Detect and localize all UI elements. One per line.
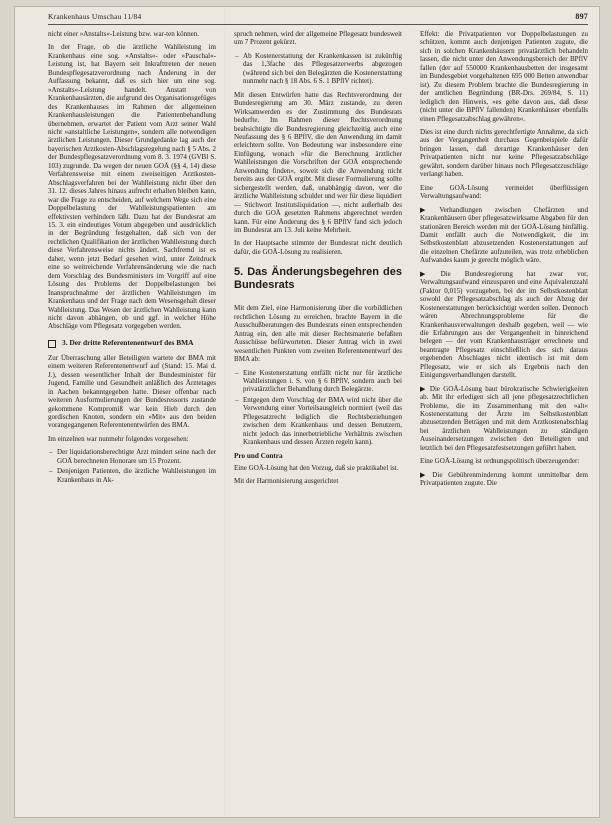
list-item: – Eine Kostenerstattung entfällt nicht nur für ärztliche Wahlleistungen i. S. von § 6 BPflV, sondern auch bei privatärztlicher Behandlung durch Belegärzte.	[243, 369, 402, 394]
journal-title: Krankenhaus Umschau 11/84	[48, 12, 142, 21]
header-rule	[48, 24, 588, 25]
square-bullet-icon	[48, 340, 56, 348]
arrow-paragraph-text: Verhandlungen zwischen Chefärzten und Krankenhäusern über pflegesatzwirksame Abgaben für den stationären Bereich werden mit der GOÄ-Lösung hinfällig. Damit entfällt auch die Notwendigkeit, die im Selbstkostenblatt abzusetzenden Kostenerstattungen auf die einzelnen Chefärzte aufzuteilen, was trotz erheblichen Aufwandes kaum je gerecht möglich wäre.	[420, 205, 588, 265]
paragraph: Eine GOÄ-Lösung ist ordnungspolitisch überzeugender:	[420, 457, 580, 466]
arrow-paragraph	[420, 206, 588, 265]
paragraph: Zur Überraschung aller Beteiligten wartete der BMA mit einem weiteren Referentenentwurf auf (Stand: 15. Mai d. J.), dessen wesentlicher Inhalt der Bundesminister für Jugend, Familie und Gesundheit anläßlich des Ärztetages in Aachen bekanntgegeben hatte. Dieser offenbar nach weiteren Ausformulierungen der Bundesressorts zustande gekommene Kompromiß war kein Hieb durch den gordischen Knoten, sondern ein »Mit« aus den beiden vorangegangenen Referentenentwürfen des BMA.	[48, 353, 216, 430]
triangle-bullet-icon: ▶	[420, 205, 437, 214]
paragraph: spruch nehmen, wird der allgemeine Pflegesatz bundesweit um 7 Prozent gekürzt.	[234, 30, 402, 47]
bullet-list	[234, 52, 402, 86]
text-column-1	[48, 30, 216, 810]
page-shadow	[224, 6, 225, 818]
paragraph: Eine GOÄ-Lösung hat den Vorzug, daß sie praktikabel ist.	[234, 464, 399, 473]
paragraph: nicht einer »Anstalts«-Leistung bzw. war-ten können.	[48, 30, 200, 38]
arrow-paragraph	[420, 270, 588, 380]
paragraph: Mit diesen Entwürfen hatte das Rechtsverordnung der Bundesregierung am 30. März zustande, zu deren Wirksamwerden es der Zustimmung des Bundesrats bedurfte. Im Rahmen dieser Rechtsverordnung beabsichtigte die Bundesregierung gleichzeitig auch eine Neufassung des § 6 BPflV, die den Anwendung im damit erleichtern sollte. Von Bedeutung war insbesondere eine Einfügung, wonach »für die Berechnung ärztlicher Wahlleistungen die Vorschriften der GOÄ entsprechende Anwendung finden«, soweit sich die Anwendung nicht bereits aus der GOÄ ergibt. Mit dieser Formulierung sollte sichergestellt werden, daß, unabhängig davon, wer die ärztliche Wahlleistung schuldet und wer für diese liquidiert — Stichwort Institutsliquidation —, nicht außerhalb des durch die GOÄ gesetzten Rahmens abgerechnet werden kann. Für eine Änderung des § 6 BPflV fand sich jedoch im Bundesrat am 13. Juli keine Mehrheit.	[234, 90, 402, 234]
list-item: – Der liquidationsberechtigte Arzt mindert seine nach der GOÄ berechneten Honorare um 15 Prozent.	[57, 448, 216, 465]
page-number: 897	[575, 12, 588, 21]
triangle-bullet-icon: ▶	[420, 384, 427, 393]
bullet-list	[48, 448, 216, 484]
paragraph: Dies ist eine durch nichts gerechtfertigte Annahme, da sich aus der Vergangenheit durchaus Gegenbeispiele dafür bringen lassen, daß derartige Krankenhäuser den Privatpatienten nicht nur keine Pflegesatzabschläge gewährt, sondern darüber hinaus noch Pflegesatzzuschläge verlangt haben.	[420, 127, 588, 179]
paragraph: Effekt: die Privatpatienten vor Doppelbelastungen zu schützen, kommt auch denjenigen Patienten zugute, die sich in solchen Krankenhäusern privatärztlich behandeln lassen, die nicht unter den Anwendungsbereich der BPflV fallen (der auf 550000 Krankenhausbetten der insgesamt im Bundesgebiet vorgehaltenen 695 000 Betten anwendbar ist). Zu diesem Problem brachte die Bundesregierung in der amtlichen Begründung (BR-Drs. 269/84, S. 11) lediglich den Hinweis, »es gehe davon aus, daß diese (nicht unter die BPflV fallenden) Krankenhäuser ebenfalls einen Pflegesatzabschlag gewähren«.	[420, 30, 588, 123]
subheading-text: 3. Der dritte Referentenentwurf des BMA	[62, 337, 194, 347]
text-column-2	[234, 30, 402, 810]
arrow-paragraph-text: Die Bundesregierung hat zwar vor, Verwaltungsaufwand einzusparen und eine Äquivalenzzahl (Faktor 0,015) vorzugeben, bei der im Selbstkostenblatt sowohl der Pflegesatzabschlag als auch der Abzug der Kostenerstattungen berücksichtigt werden sollen. Dennoch wären Abrechnungsprobleme für die Krankenhausverwaltungen deshalb gegeben, weil — wie die Erfahrungen aus der Vergangenheit in hinreichend belegen — der vom Krankenhausträger errechnete und beantragte Pflegesatz einschließlich des sich daraus ergebenden Abschlages nicht identisch ist mit dem Pflegesatz, wie er sich als Ergebnis nach den Einigungsverhandlungen darstellt.	[420, 269, 588, 380]
bullet-list	[234, 369, 402, 447]
list-item: – Denjenigen Patienten, die ärztliche Wahlleistungen im Krankenhaus in Ak-	[57, 467, 216, 484]
paragraph: In der Hauptsache stimmte der Bundesrat nicht deutlich dafür, die GOÄ-Lösung zu realisieren.	[234, 239, 402, 256]
minor-heading: Pro und Contra	[234, 451, 283, 460]
text-column-3	[420, 30, 588, 810]
paragraph: Eine GOÄ-Lösung vermeidet überflüssigen Verwaltungsaufwand:	[420, 183, 588, 201]
paragraph: Im einzelnen war nunmehr folgendes vorgesehen:	[48, 434, 189, 443]
triangle-bullet-icon: ▶	[420, 470, 430, 479]
arrow-paragraph	[420, 385, 588, 453]
paragraph: In der Frage, ob die ärztliche Wahlleistung im Krankenhaus eine sog. »Anstalts«- oder »Pauschal«-Leistung ist, hat Bayern seit Inkrafttreten der neuen Bundespflegesatzverordnung nach Änderung in der Auffassung bekannt, daß es sich hier um eine sog. »Anstalts«-Leistung handelt. Anstatt von Krankenhausärzten, die aufgrund des Organisationsgefüges des Krankenhauses im Rahmen der allgemeinen Krankenhausleistungen die Patientenbehandlung übernehmen, erwartet der Patient vom Arzt seiner Wahl nicht »anstaltliche Leistungen«, sondern alle notwendigen ärztlichen Leistungen. Dieser Grundgedanke lag auch der bayerischen Arztkosten-Abschlagsregelung nach § 5 Abs. 2 der Bundespflegesatzverordnung vom 8. 3. 1974 (GVBl S. 103) zugrunde. Da wegen der neuen GOÄ (§§ 4, 14) diese Verfahrensweise mit einem zweiseitigen Arztkosten-Abschlagsverfahren bei der Wahlleistung nicht über den 31. 12. dieses Jahres hinaus aufrecht erhalten bleiben kann, war die Frage zu entscheiden, auf welchem Wege sich eine Doppelbelastung der Wahlleistungspatienten am effektivsten verhindern läßt. Dazu hat der Bundesrat am 15. 3. ein eindeutiges Votum abgegeben und ausdrücklich in der Begründung festgehalten, daß sich von der rechtlichen Qualifikation der ärztlichen Wahlleistung durch diese Verfahrensweise nichts ändert. Sachfremd ist es daher, wenn jetzt Bedarf gesehen wird, unter Zeitdruck eine so weitreichende Verfahrensänderung wie die nach dem Vorschlag des Bundesministers im Vorgriff auf eine Lösung des Problems der Doppelbelastungen bei Inanspruchnahme der ärztlichen Wahlleistungen im Krankenhaus und der Frage nach dem Wesensgehalt dieser Wahlleistung. Das Wesen der ärztlichen Wahlleistung kann nicht davon abhängen, ob und ggf. in welcher Höhe Abschläge vom Pflegesatz vorgegeben werden.	[48, 43, 216, 331]
list-item: – Entgegen dem Vorschlag der BMA wird nicht über die Verwendung einer Vorteilsausgleich normiert (weil das Pflegesatzrecht lediglich die Rechtsbeziehungen zwischen dem Krankenhaus und dessen Benutzern, nicht jedoch das innerbetriebliche Verhältnis zwischen Krankenhaus und dessen Ärzten regeln kann).	[243, 396, 402, 447]
paragraph: Mit der Harmonisierung ausgerichtet	[234, 477, 339, 486]
paragraph: Mit dem Ziel, eine Harmonisierung über die vorbildlichen rechtlichen Lösung zu erreichen, brachte Bayern in die Ausschußberatungen des Bundesrats einen entsprechenden Antrag ein, den alle mit dieser Rechtsmaterie befaßten Ausschüsse befürworteten. Dieser Antrag wich in zwei wesentlichen Punkten vom zweiten Referentenentwurf des BMA ab:	[234, 304, 402, 364]
triangle-bullet-icon: ▶	[420, 269, 438, 278]
running-header	[48, 12, 588, 24]
subheading	[48, 339, 216, 348]
list-item: – Ab Kostenerstattung der Krankenkassen ist zukünftig das 1,3fache des Pflegesatzerwerbs abgezogen (während sich bei den Belegärzten die Kostenerstattung nunmehr nach § 18 Abs. 6 S. 1 BPflV richtet).	[243, 52, 402, 86]
arrow-paragraph-text: Die Gebührenminderung kommt unmittelbar dem Privatpatienten zugute. Die	[420, 470, 588, 488]
document-page	[14, 6, 600, 818]
arrow-paragraph-text: Die GOÄ-Lösung baut bürokratische Schwierigkeiten ab. Mit ihr erledigen sich all jene pflegesatzrechtlichen Probleme, die im Zusammenhang mit den »alt« Kostenerstattung der Ärzte im Selbstkostenblatt abzusetzenden Beträgen und mit dem Arztkostenabschlag bei ärztlichen Wahlleistungen zu ständigen Auseinandersetzungen zwischen den Beteiligten und letztlich bei den Pflegesatzfestsetzungen geführt haben.	[420, 384, 588, 452]
section-title: 5. Das Änderungsbegehren des Bundesrats	[234, 266, 402, 292]
arrow-paragraph	[420, 471, 588, 488]
